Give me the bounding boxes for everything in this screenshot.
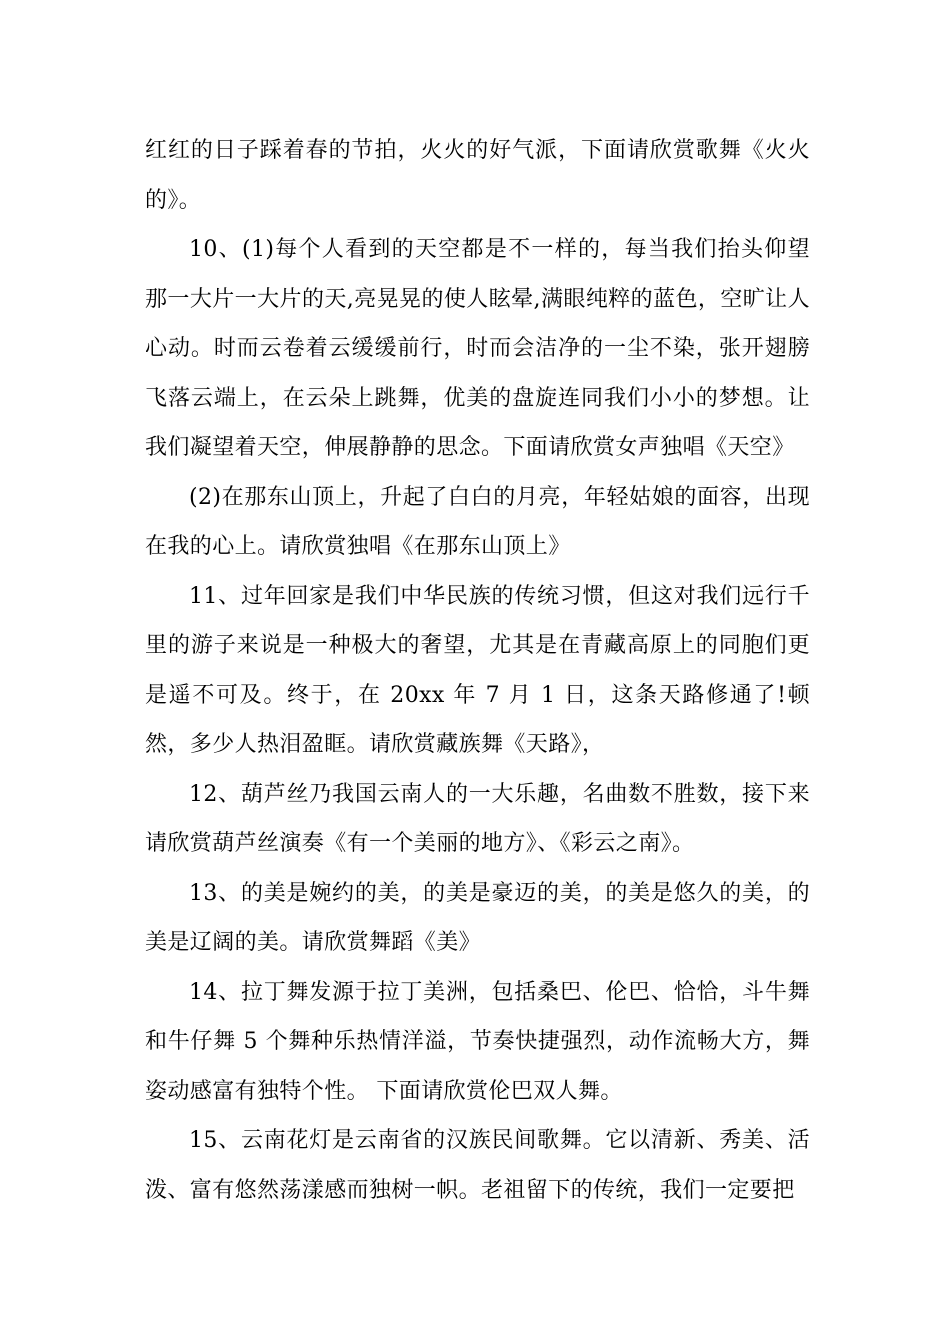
document-body — [145, 126, 810, 1215]
paragraph-7: 14、拉丁舞发源于拉丁美洲，包括桑巴、伦巴、恰恰，斗牛舞和牛仔舞 5 个舞种乐热情洋溢，节奏快捷强烈，动作流畅大方，舞姿动感富有独特个性。 下面请欣赏伦巴双人舞。 — [145, 979, 810, 1104]
paragraph-1: 红红的日子踩着春的节拍，火火的好气派，下面请欣赏歌舞《火火的》。 — [145, 138, 810, 213]
paragraph-5: 12、葫芦丝乃我国云南人的一大乐趣，名曲数不胜数，接下来请欣赏葫芦丝演奏《有一个美丽的地方》、《彩云之南》。 — [145, 781, 810, 856]
paragraph-6: 13、的美是婉约的美，的美是豪迈的美，的美是悠久的美，的美是辽阔的美。请欣赏舞蹈《美》 — [145, 880, 810, 955]
paragraph-3: (2)在那东山顶上，升起了白白的月亮，年轻姑娘的面容，出现在我的心上。请欣赏独唱《在那东山顶上》 — [145, 484, 810, 559]
paragraph-2: 10、(1)每个人看到的天空都是不一样的，每当我们抬头仰望那一大片一大片的天,亮晃晃的使人眩晕,满眼纯粹的蓝色，空旷让人心动。时而云卷着云缓缓前行，时而会洁净的一尘不染，张开翅膀飞落云端上，在云朵上跳舞，优美的盘旋连同我们小小的梦想。让我们凝望着天空，伸展静静的思念。下面请欣赏女声独唱《天空》 — [145, 237, 810, 460]
paragraph-8: 15、云南花灯是云南省的汉族民间歌舞。它以清新、秀美、活泼、富有悠然荡漾感而独树一帜。老祖留下的传统，我们一定要把 — [145, 1128, 810, 1203]
paragraph-4: 11、过年回家是我们中华民族的传统习惯，但这对我们远行千里的游子来说是一种极大的奢望，尤其是在青藏高原上的同胞们更是遥不可及。终于，在 20xx 年 7 月 1 日，这条天路修通了!顿然，多少人热泪盈眶。请欣赏藏族舞《天路》， — [145, 583, 810, 757]
